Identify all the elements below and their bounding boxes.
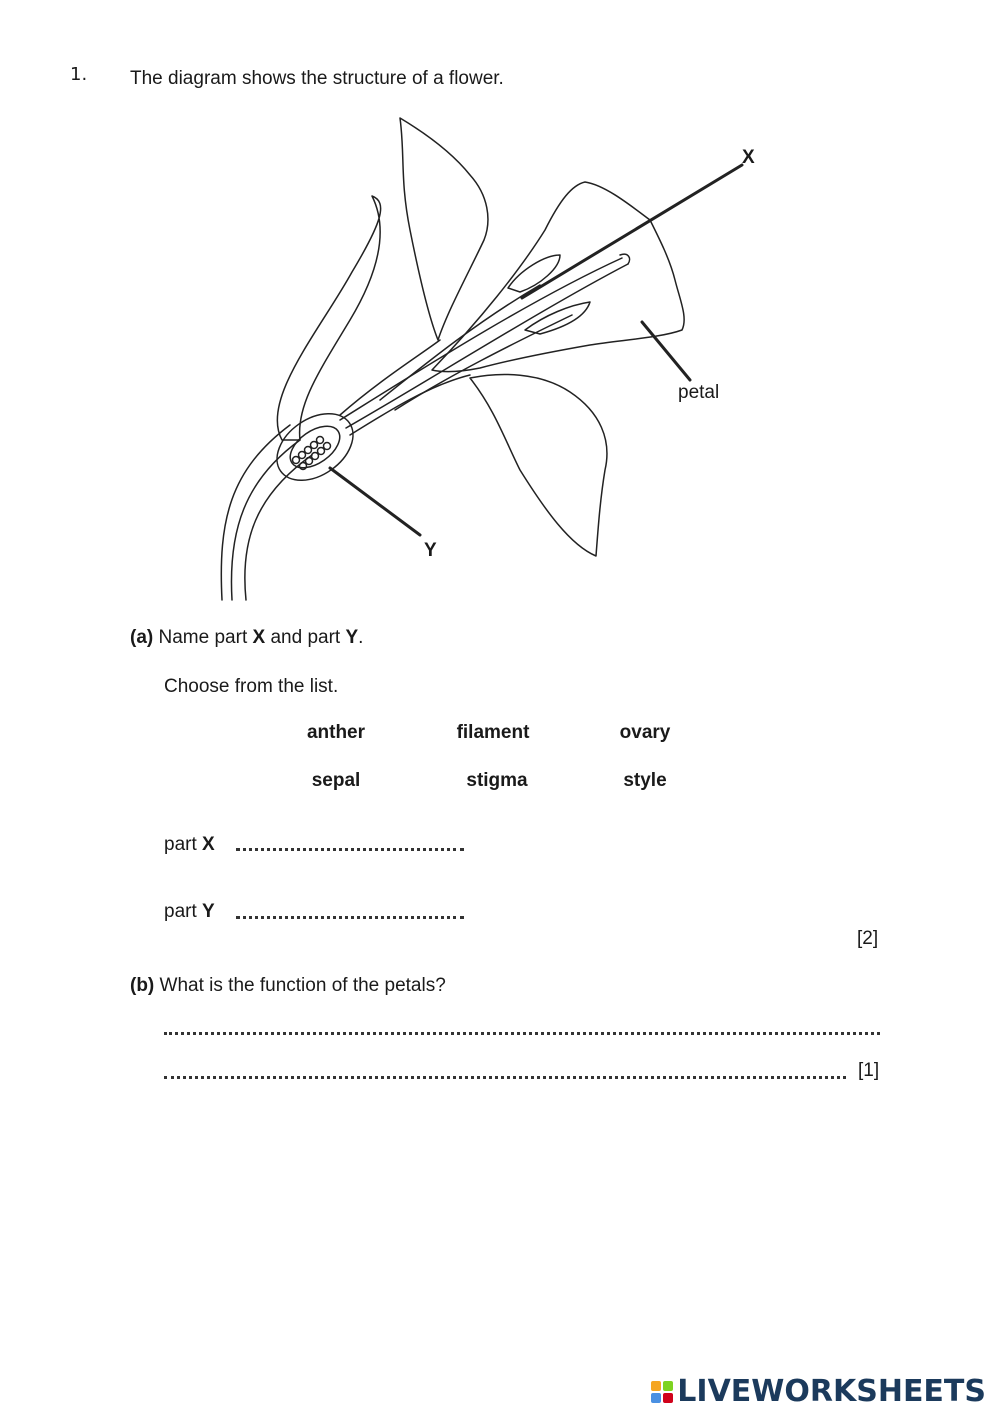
label-x-line bbox=[522, 165, 742, 298]
label-x: X bbox=[742, 147, 755, 168]
filament-lower bbox=[395, 315, 572, 410]
question-intro: The diagram shows the structure of a flower. bbox=[130, 68, 504, 89]
option-sepal: sepal bbox=[311, 770, 361, 791]
answer-b-line-2[interactable] bbox=[164, 1076, 846, 1079]
part-a-letter: (a) bbox=[130, 627, 154, 648]
label-y-line bbox=[330, 468, 420, 535]
stigma-outline bbox=[620, 254, 630, 264]
part-a-prompt bbox=[130, 627, 363, 649]
part-a-instruction: Choose from the list. bbox=[164, 676, 339, 697]
label-petal-line bbox=[642, 322, 690, 380]
answer-b-line-1[interactable] bbox=[164, 1032, 880, 1035]
logo-text: LIVEWORKSHEETS bbox=[677, 1374, 986, 1409]
style-line-top bbox=[340, 258, 622, 420]
answer-x-field[interactable] bbox=[236, 848, 464, 851]
label-y: Y bbox=[424, 540, 437, 561]
option-filament: filament bbox=[456, 722, 530, 743]
tube-bottom-line bbox=[350, 375, 470, 435]
logo-square-1 bbox=[651, 1381, 661, 1391]
logo-mark-icon bbox=[651, 1381, 673, 1403]
liveworksheets-logo bbox=[651, 1374, 986, 1409]
part-a-prompt-text-2: and part bbox=[265, 627, 346, 648]
part-a-prompt-text-3: . bbox=[358, 627, 364, 648]
ovary-inner bbox=[283, 418, 347, 476]
option-stigma: stigma bbox=[466, 770, 528, 791]
question-number: 1. bbox=[70, 64, 88, 85]
part-a-prompt-y: Y bbox=[345, 627, 359, 648]
upper-petal-outline bbox=[400, 118, 488, 340]
stem-right-line bbox=[245, 455, 312, 600]
option-style: style bbox=[623, 770, 667, 791]
tube-top-line bbox=[340, 340, 440, 415]
answer-y-field[interactable] bbox=[236, 916, 464, 919]
label-petal: petal bbox=[678, 382, 720, 403]
option-anther: anther bbox=[306, 722, 366, 743]
part-b-prompt bbox=[130, 975, 446, 997]
part-b-letter: (b) bbox=[130, 975, 155, 996]
anther-lower bbox=[525, 302, 590, 334]
logo-square-3 bbox=[651, 1393, 661, 1403]
answer-y-label: part Y bbox=[164, 901, 215, 922]
part-b-prompt-text: What is the function of the petals? bbox=[159, 975, 446, 996]
lower-petal-outline bbox=[470, 375, 607, 556]
logo-square-4 bbox=[663, 1393, 673, 1403]
answer-x-label: part X bbox=[164, 834, 215, 855]
option-ovary: ovary bbox=[619, 722, 671, 743]
flower-diagram bbox=[0, 0, 1000, 620]
part-a-marks: [2] bbox=[857, 928, 879, 949]
part-a-prompt-x: X bbox=[252, 627, 266, 648]
part-a-prompt-text-1: Name part bbox=[158, 627, 253, 648]
logo-square-2 bbox=[663, 1381, 673, 1391]
part-b-marks: [1] bbox=[858, 1060, 880, 1081]
stem-mid-line bbox=[231, 440, 300, 600]
